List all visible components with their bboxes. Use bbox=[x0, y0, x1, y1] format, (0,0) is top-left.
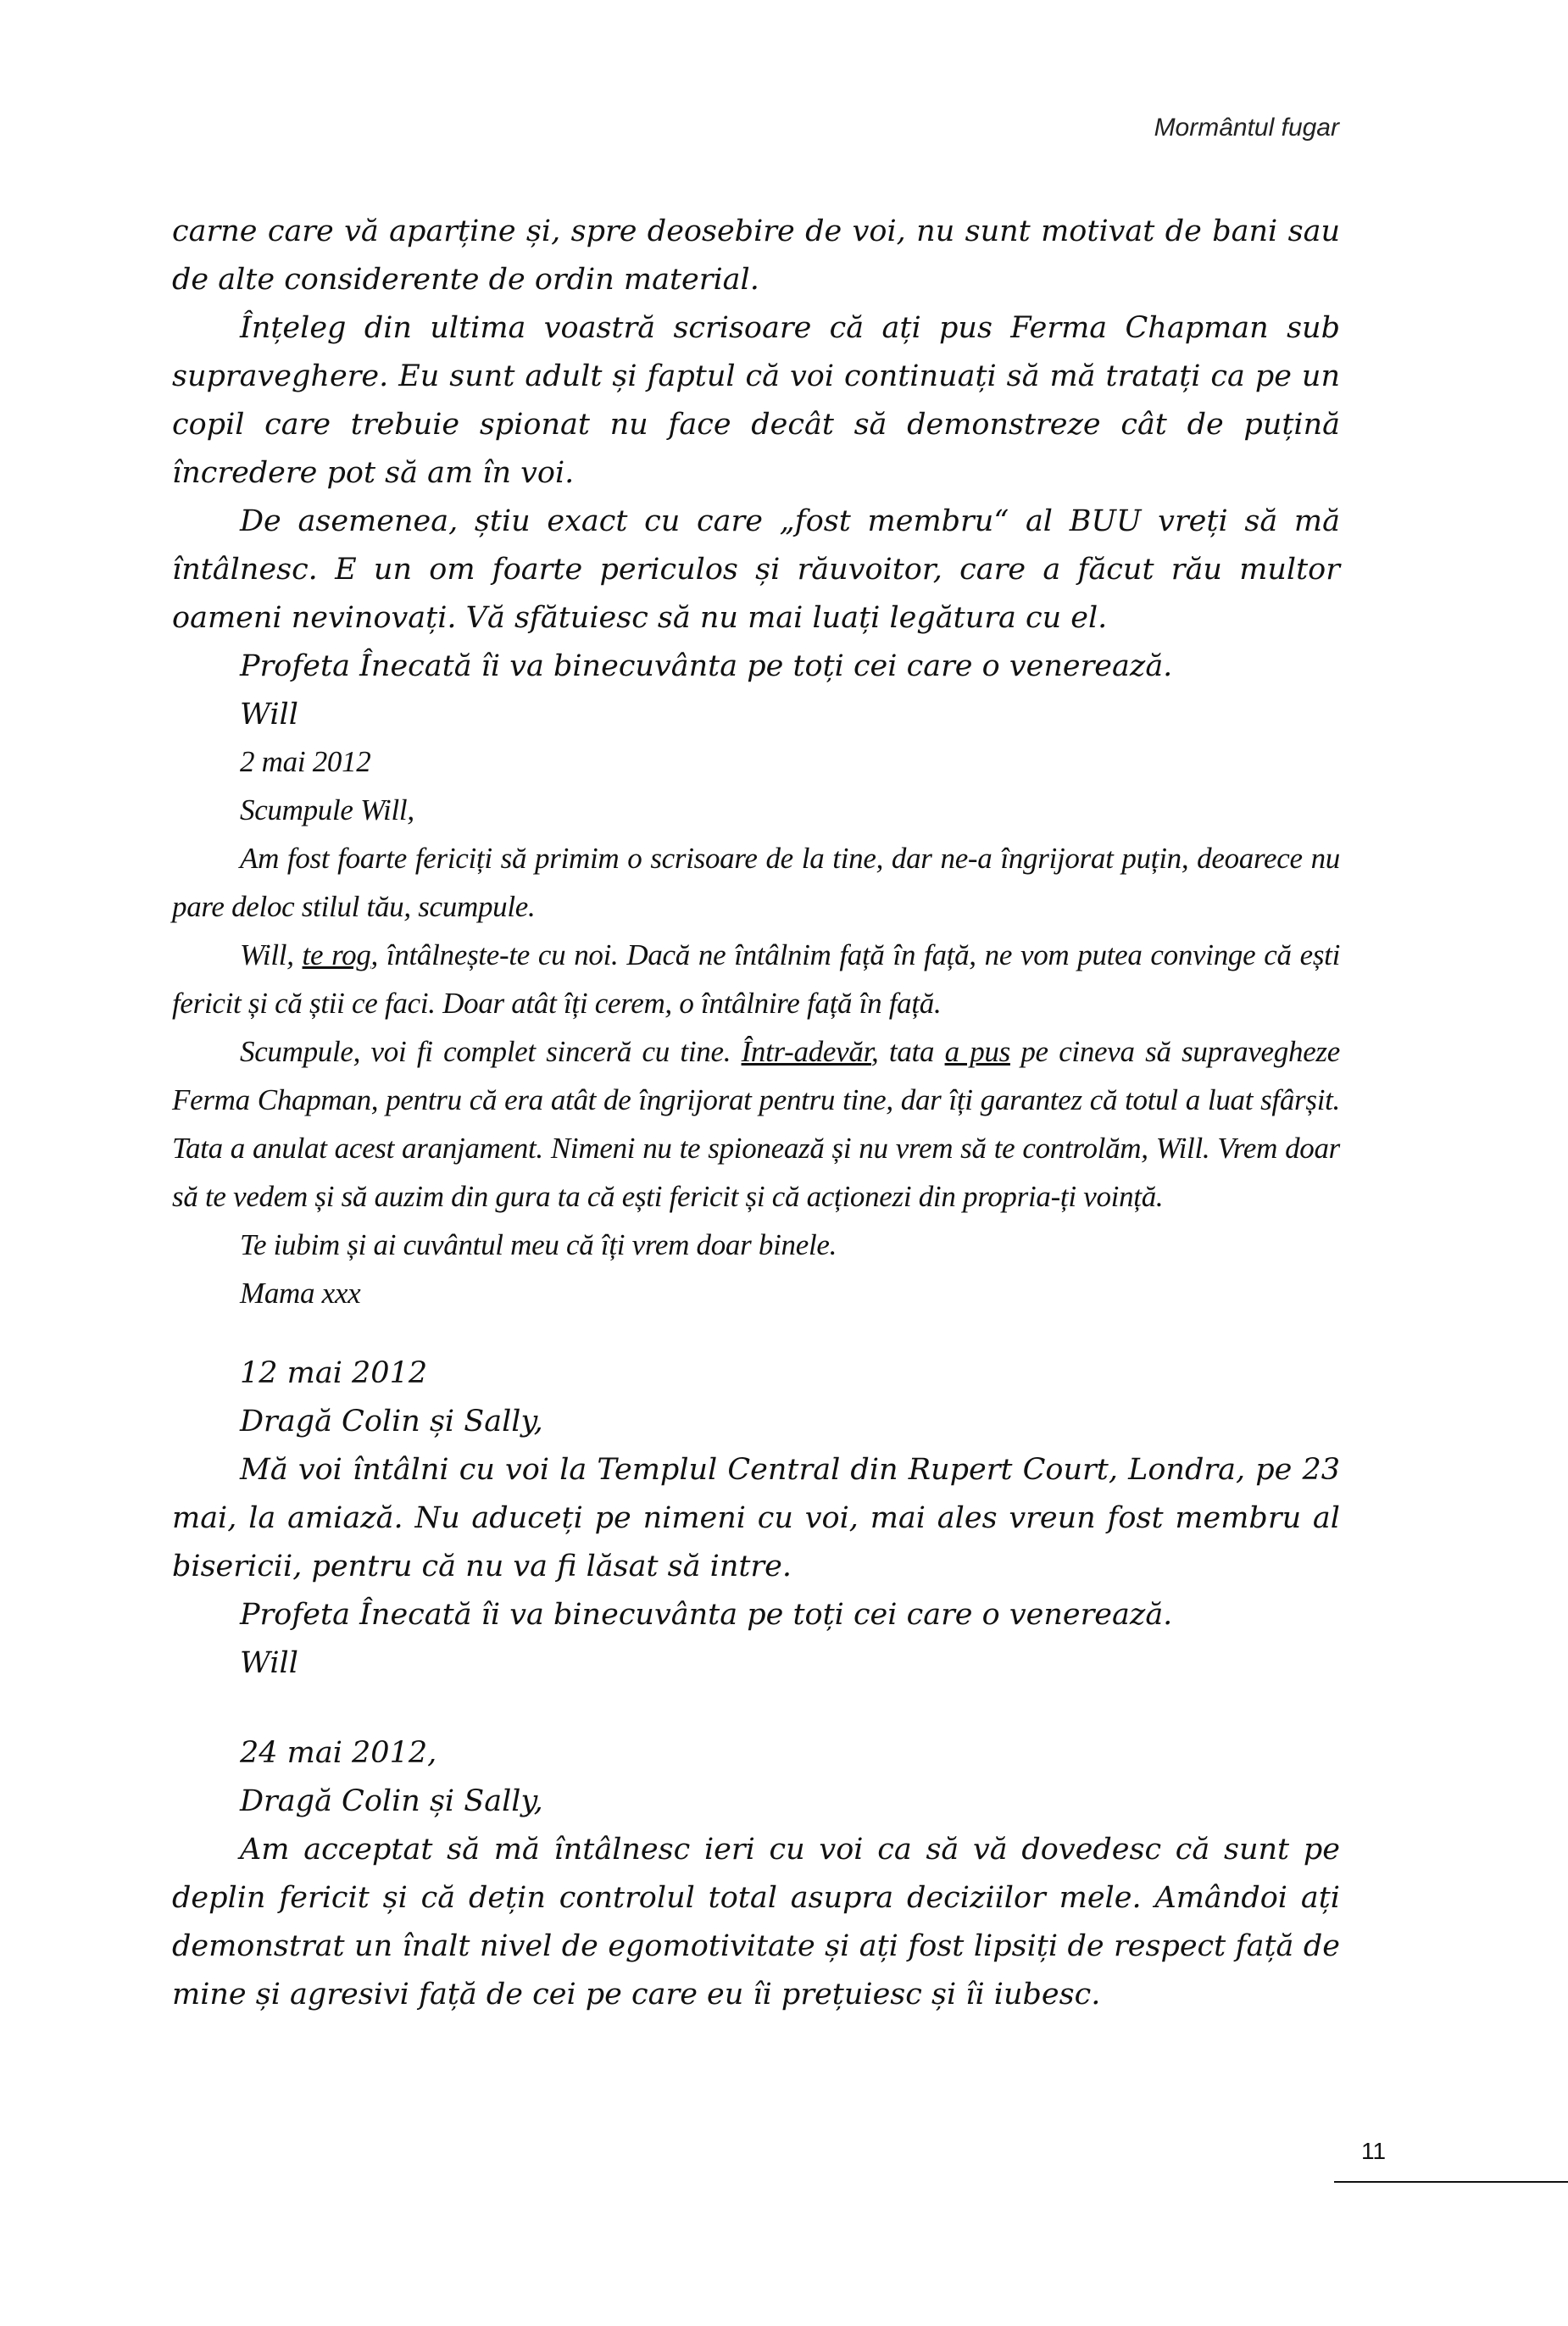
running-header: Mormântul fugar bbox=[1154, 114, 1339, 142]
letter-will-2 bbox=[172, 1349, 1340, 1688]
underlined-text: a pus bbox=[944, 1035, 1010, 1068]
letter-date: 12 mai 2012 bbox=[240, 1356, 428, 1390]
letter-paragraph bbox=[172, 931, 1340, 1027]
letter-paragraph: Înțeleg din ultima voastră scrisoare că ați pus Ferma Chapman sub supraveghere. Eu sunt adult și faptul că voi continuați să mă tratați ca pe un copil care trebuie spionat nu face decât să demonstreze cât de puțină încredere pot să am în voi. bbox=[172, 311, 1340, 490]
letter-salutation: Dragă Colin și Sally, bbox=[240, 1784, 543, 1818]
letter-paragraph: Am fost foarte fericiți să primim o scrisoare de la tine, dar ne-a îngrijorat puțin, deoarece nu pare deloc stilul tău, scumpule. bbox=[172, 842, 1340, 923]
letter-closing: Te iubim și ai cuvântul meu că îți vrem doar binele. bbox=[240, 1228, 837, 1261]
letter-closing: Profeta Înecată îi va binecuvânta pe toți cei care o venerează. bbox=[240, 1598, 1173, 1632]
letter-mama bbox=[172, 737, 1340, 1317]
letter-salutation: Scumpule Will, bbox=[240, 793, 414, 826]
text-run: Scumpule, voi fi complet sinceră cu tine. bbox=[240, 1035, 742, 1068]
letter-date: 2 mai 2012 bbox=[240, 745, 371, 778]
letter-paragraph: carne care vă aparține și, spre deosebire de voi, nu sunt motivat de bani sau de alte considerente de ordin material. bbox=[172, 214, 1340, 297]
letter-date: 24 mai 2012, bbox=[240, 1736, 437, 1770]
letter-paragraph bbox=[172, 1027, 1340, 1221]
letter-paragraph: Mă voi întâlni cu voi la Templul Central din Rupert Court, Londra, pe 23 mai, la amiază. Nu aduceți pe nimeni cu voi, mai ales vreun fost membru al bisericii, pentru că nu va fi lăsat să intre. bbox=[172, 1453, 1340, 1583]
text-run: pe cineva să supravegheze Ferma Chapman, pentru că era atât de îngrijorat pentru tine, dar îți garantez că totul a luat sfârșit. Tata a anulat acest aranjament. Nimeni nu te spionează și nu vrem să te controlăm, Will. Vrem doar să te vedem și să auzim din gura ta că ești fericit și că acționezi din propria-ți voință. bbox=[172, 1035, 1340, 1213]
page-number: 11 bbox=[1361, 2138, 1387, 2164]
letter-salutation: Dragă Colin și Sally, bbox=[240, 1405, 543, 1438]
letter-signature: Will bbox=[240, 1646, 298, 1680]
letter-signature: Mama xxx bbox=[240, 1277, 361, 1310]
text-run: Will, bbox=[240, 938, 303, 971]
letter-closing: Profeta Înecată îi va binecuvânta pe toți cei care o venerează. bbox=[240, 649, 1173, 683]
underlined-text: Într-adevăr bbox=[741, 1035, 872, 1068]
letter-signature: Will bbox=[240, 698, 298, 732]
text-run: , întâlnește-te cu noi. Dacă ne întâlnim față în față, ne vom putea convinge că ești fericit și că știi ce faci. Doar atât îți cerem, o întâlnire față în față. bbox=[172, 938, 1340, 1020]
letter-will-3 bbox=[172, 1729, 1340, 2019]
letter-paragraph: Am acceptat să mă întâlnesc ieri cu voi ca să vă dovedesc că sunt pe deplin fericit și că dețin controlul total asupra deciziilor mele. Amândoi ați demonstrat un înalt nivel de egomotivitate și ați fost lipsiți de respect față de mine și agresivi față de cei pe care eu îi prețuiesc și îi iubesc. bbox=[172, 1833, 1340, 2012]
letter-will-1 bbox=[172, 208, 1340, 739]
text-run: , tata bbox=[871, 1035, 945, 1068]
underlined-text: te rog bbox=[302, 938, 371, 971]
footer-rule bbox=[1334, 2181, 1568, 2183]
letter-paragraph: De asemenea, știu exact cu care „fost membru“ al BUU vreți să mă întâlnesc. E un om foarte periculos și răuvoitor, care a făcut rău multor oameni nevinovați. Vă sfătuiesc să nu mai luați legătura cu el. bbox=[172, 504, 1340, 635]
